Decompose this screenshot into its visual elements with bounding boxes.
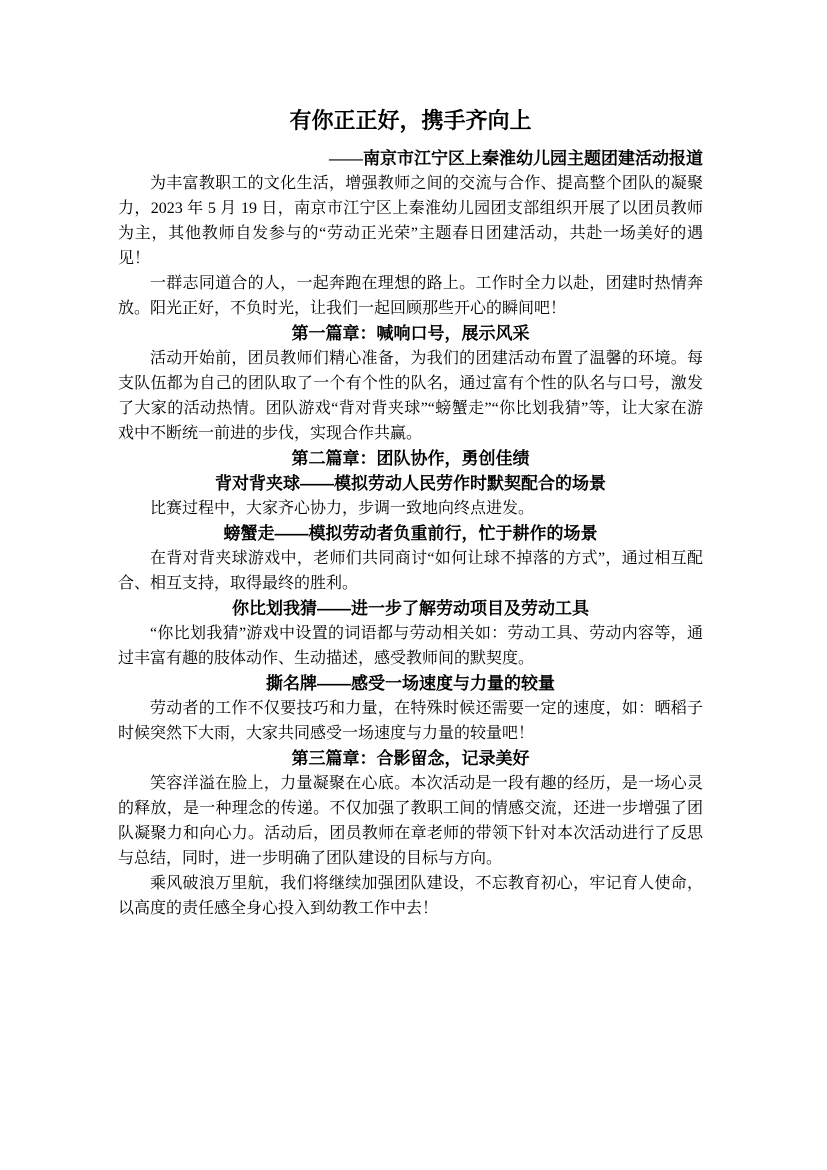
sub-heading: 背对背夹球——模拟劳动人民劳作时默契配合的场景 bbox=[215, 474, 606, 493]
paragraph: 一群志同道合的人，一起奔跑在理想的路上。工作时全力以赴，团建时热情奔放。阳光正好，不负时光，让我们一起回顾那些开心的瞬间吧！ bbox=[118, 275, 703, 317]
section-heading: 第一篇章：喊响口号，展示风采 bbox=[291, 324, 530, 343]
sub-heading: 撕名牌——感受一场速度与力量的较量 bbox=[266, 674, 555, 693]
paragraph: 乘风破浪万里航，我们将继续加强团队建设，不忘教育初心，牢记育人使命，以高度的责任感全身心投入到幼教工作中去！ bbox=[118, 875, 703, 917]
paragraph: 在背对背夹球游戏中，老师们共同商讨“如何让球不掉落的方式”，通过相互配合、相互支持，取得最终的胜利。 bbox=[118, 550, 703, 592]
document-content bbox=[118, 106, 703, 921]
sub-heading: 螃蟹走——模拟劳动者负重前行，忙于耕作的场景 bbox=[223, 524, 598, 543]
document-title: 有你正正好，携手齐向上 bbox=[289, 108, 532, 133]
document-byline: ——南京市江宁区上秦淮幼儿园主题团建活动报道 bbox=[329, 149, 703, 168]
section-heading: 第二篇章：团队协作，勇创佳绩 bbox=[291, 449, 530, 468]
paragraph: 劳动者的工作不仅要技巧和力量，在特殊时候还需要一定的速度，如：晒稻子时候突然下大雨，大家共同感受一场速度与力量的较量吧！ bbox=[118, 700, 703, 742]
paragraph: “你比划我猜”游戏中设置的词语都与劳动相关如：劳动工具、劳动内容等，通过丰富有趣的肢体动作、生动描述，感受教师间的默契度。 bbox=[118, 625, 703, 667]
sub-heading: 你比划我猜——进一步了解劳动项目及劳动工具 bbox=[232, 599, 589, 618]
paragraph: 为丰富教职工的文化生活，增强教师之间的交流与合作、提高整个团队的凝聚力，2023 年 5 月 19 日，南京市江宁区上秦淮幼儿园团支部组织开展了以团员教师为主，其他教师自发参与的“劳动正光荣”主题春日团建活动，共赴一场美好的遇见！ bbox=[118, 175, 703, 267]
paragraph: 活动开始前，团员教师们精心准备，为我们的团建活动布置了温馨的环境。每支队伍都为自己的团队取了一个有个性的队名，通过富有个性的队名与口号，激发了大家的活动热情。团队游戏“背对背夹球”“螃蟹走”“你比划我猜”等，让大家在游戏中不断统一前进的步伐，实现合作共赢。 bbox=[118, 350, 703, 442]
section-heading: 第三篇章：合影留念，记录美好 bbox=[291, 749, 530, 768]
paragraph: 比赛过程中，大家齐心协力，步调一致地向终点进发。 bbox=[150, 500, 535, 517]
paragraph: 笑容洋溢在脸上，力量凝聚在心底。本次活动是一段有趣的经历，是一场心灵的释放，是一种理念的传递。不仅加强了教职工间的情感交流，还进一步增强了团队凝聚力和向心力。活动后，团员教师在章老师的带领下针对本次活动进行了反思与总结，同时，进一步明确了团队建设的目标与方向。 bbox=[118, 775, 703, 867]
